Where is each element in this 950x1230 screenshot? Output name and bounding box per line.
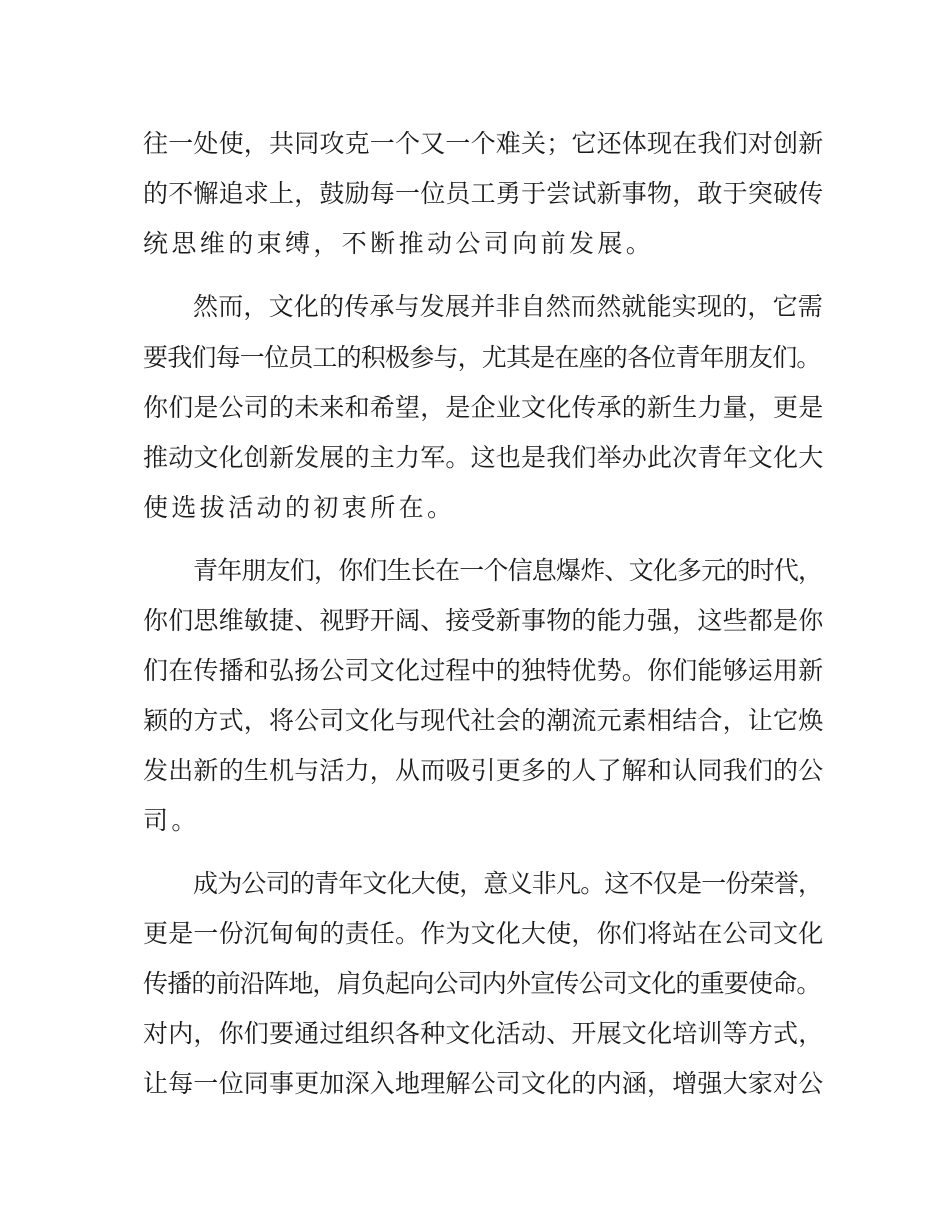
text-line: 要我们每一位员工的积极参与，尤其是在座的各位青年朋友们。: [143, 343, 821, 372]
text-line: 的不懈追求上，鼓励每一位员工勇于尝试新事物，敢于突破传: [143, 179, 824, 208]
text-line: 们在传播和弘扬公司文化过程中的独特优势。你们能够运用新: [143, 656, 824, 685]
text-line: 使选拔活动的初衷所在。: [143, 493, 456, 522]
paragraph-first-line: 青年朋友们，你们生长在一个信息爆炸、文化多元的时代，: [193, 556, 823, 585]
text-line: 司。: [143, 806, 200, 835]
text-line: 往一处使，共同攻克一个又一个难关；它还体现在我们对创新: [143, 129, 824, 158]
text-line: 你们思维敏捷、视野开阔、接受新事物的能力强，这些都是你: [143, 606, 824, 635]
text-line: 推动文化创新发展的主力军。这也是我们举办此次青年文化大: [143, 443, 824, 472]
text-line: 颖的方式，将公司文化与现代社会的潮流元素相结合，让它焕: [143, 706, 824, 735]
text-line: 发出新的生机与活力，从而吸引更多的人了解和认同我们的公: [143, 756, 824, 785]
text-line: 传播的前沿阵地，肩负起向公司内外宣传公司文化的重要使命。: [143, 969, 821, 998]
text-line: 你们是公司的未来和希望，是企业文化传承的新生力量，更是: [143, 393, 824, 422]
text-line: 对内，你们要通过组织各种文化活动、开展文化培训等方式，: [143, 1019, 824, 1048]
text-line: 更是一份沉甸甸的责任。作为文化大使，你们将站在公司文化: [143, 919, 824, 948]
text-line: 统思维的束缚，不断推动公司向前发展。: [143, 229, 655, 258]
text-line: 让每一位同事更加深入地理解公司文化的内涵，增强大家对公: [143, 1069, 824, 1098]
paragraph-first-line: 成为公司的青年文化大使，意义非凡。这不仅是一份荣誉，: [193, 869, 823, 898]
paragraph-first-line: 然而，文化的传承与发展并非自然而然就能实现的，它需: [193, 292, 824, 321]
